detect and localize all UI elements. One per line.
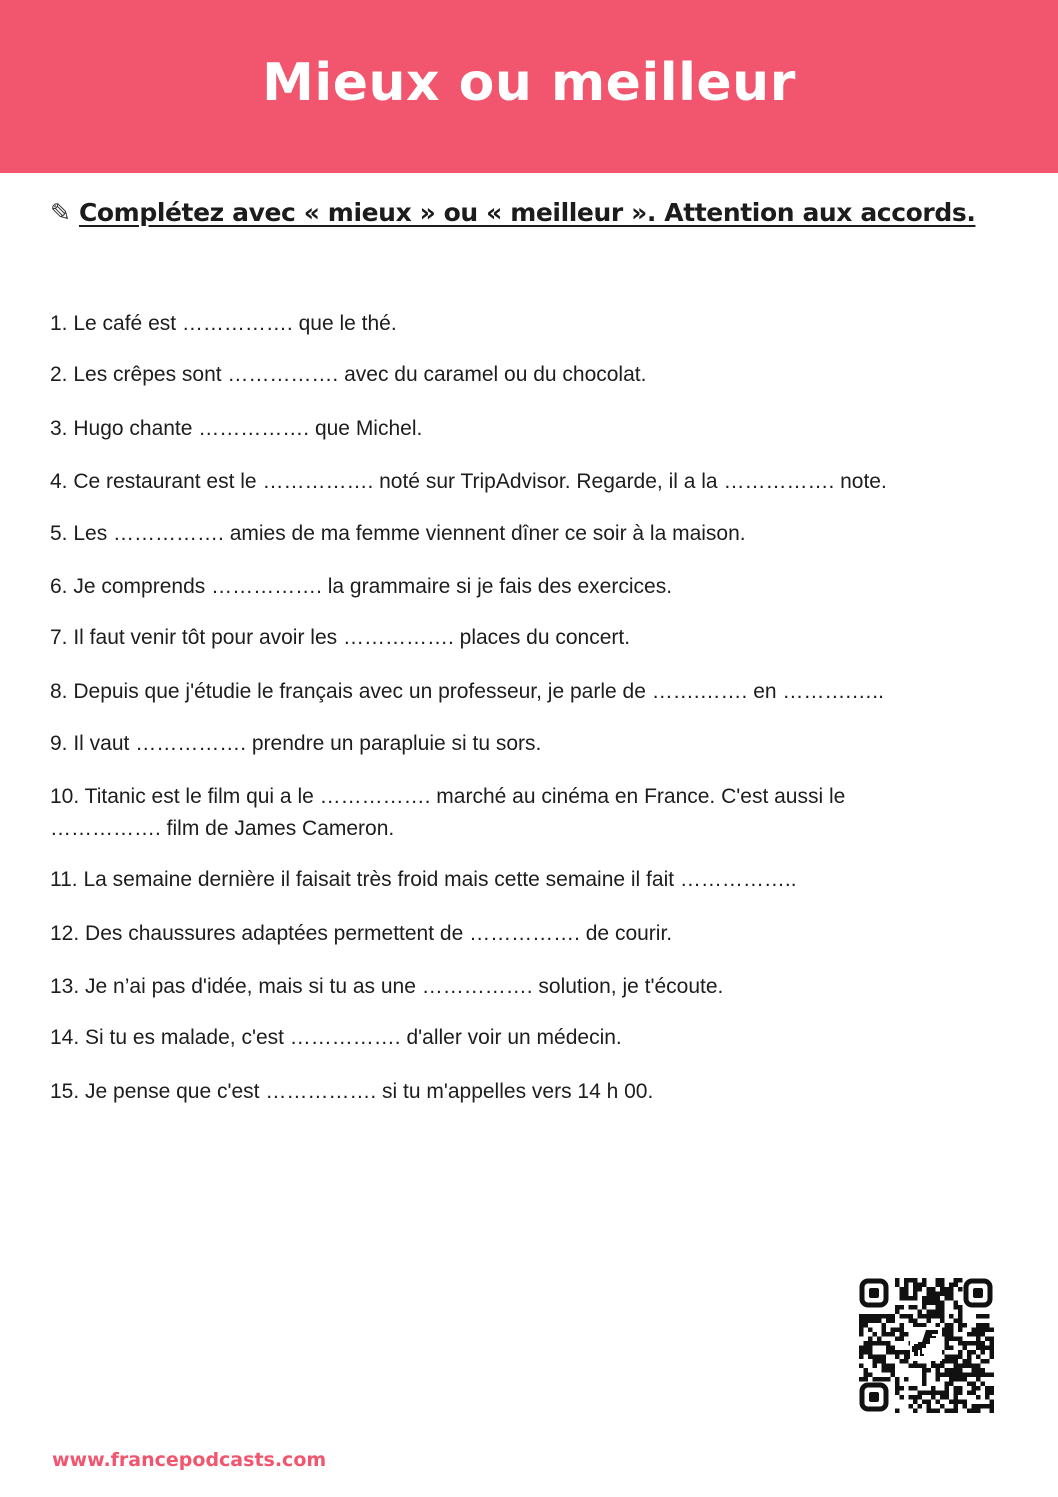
exercise-item: 13. Je n’ai pas d'idée, mais si tu as une ……………. solution, je t'écoute. [50, 975, 724, 998]
header-banner [0, 0, 1058, 173]
exercise-item: 7. Il faut venir tôt pour avoir les ……………. places du concert. [50, 626, 631, 649]
exercise-item: 14. Si tu es malade, c'est ……………. d'aller voir un médecin. [50, 1026, 622, 1049]
exercise-item: 9. Il vaut ……………. prendre un parapluie si tu sors. [50, 732, 542, 755]
exercise-item: 12. Des chaussures adaptées permettent de ……………. de courir. [50, 922, 673, 945]
exercise-item: 6. Je comprends ……………. la grammaire si je fais des exercices. [50, 575, 673, 598]
page-title: Mieux ou meilleur [262, 52, 796, 113]
exercise-item: 11. La semaine dernière il faisait très froid mais cette semaine il fait …………….. [50, 868, 797, 891]
exercise-item: 5. Les ……………. amies de ma femme viennent dîner ce soir à la maison. [50, 522, 746, 545]
exercise-item: 15. Je pense que c'est ……………. si tu m'appelles vers 14 h 00. [50, 1080, 654, 1103]
exercise-item: 4. Ce restaurant est le ……………. noté sur TripAdvisor. Regarde, il a la ……………. note. [50, 470, 887, 493]
dinosaur-icon [910, 1327, 942, 1361]
qr-code-icon[interactable] [858, 1277, 994, 1413]
instruction [50, 198, 1030, 227]
exercise-item: 10. Titanic est le film qui a le ……………. marché au cinéma en France. C'est aussi le ……………. film de James Cameron. [50, 785, 846, 840]
exercise-item: 2. Les crêpes sont ……………. avec du caramel ou du chocolat. [50, 363, 647, 386]
instruction-text: Complétez avec « mieux » ou « meilleur ». Attention aux accords. [78, 198, 976, 227]
exercise-item: 8. Depuis que j'étudie le français avec un professeur, je parle de …….……. en ……….….. [50, 680, 884, 703]
exercise-item: 3. Hugo chante ……………. que Michel. [50, 417, 423, 440]
pencil-icon: ✎ [50, 198, 71, 227]
exercise-item: 1. Le café est ……………. que le thé. [50, 312, 397, 335]
footer-url-link[interactable]: www.francepodcasts.com [52, 1449, 327, 1471]
